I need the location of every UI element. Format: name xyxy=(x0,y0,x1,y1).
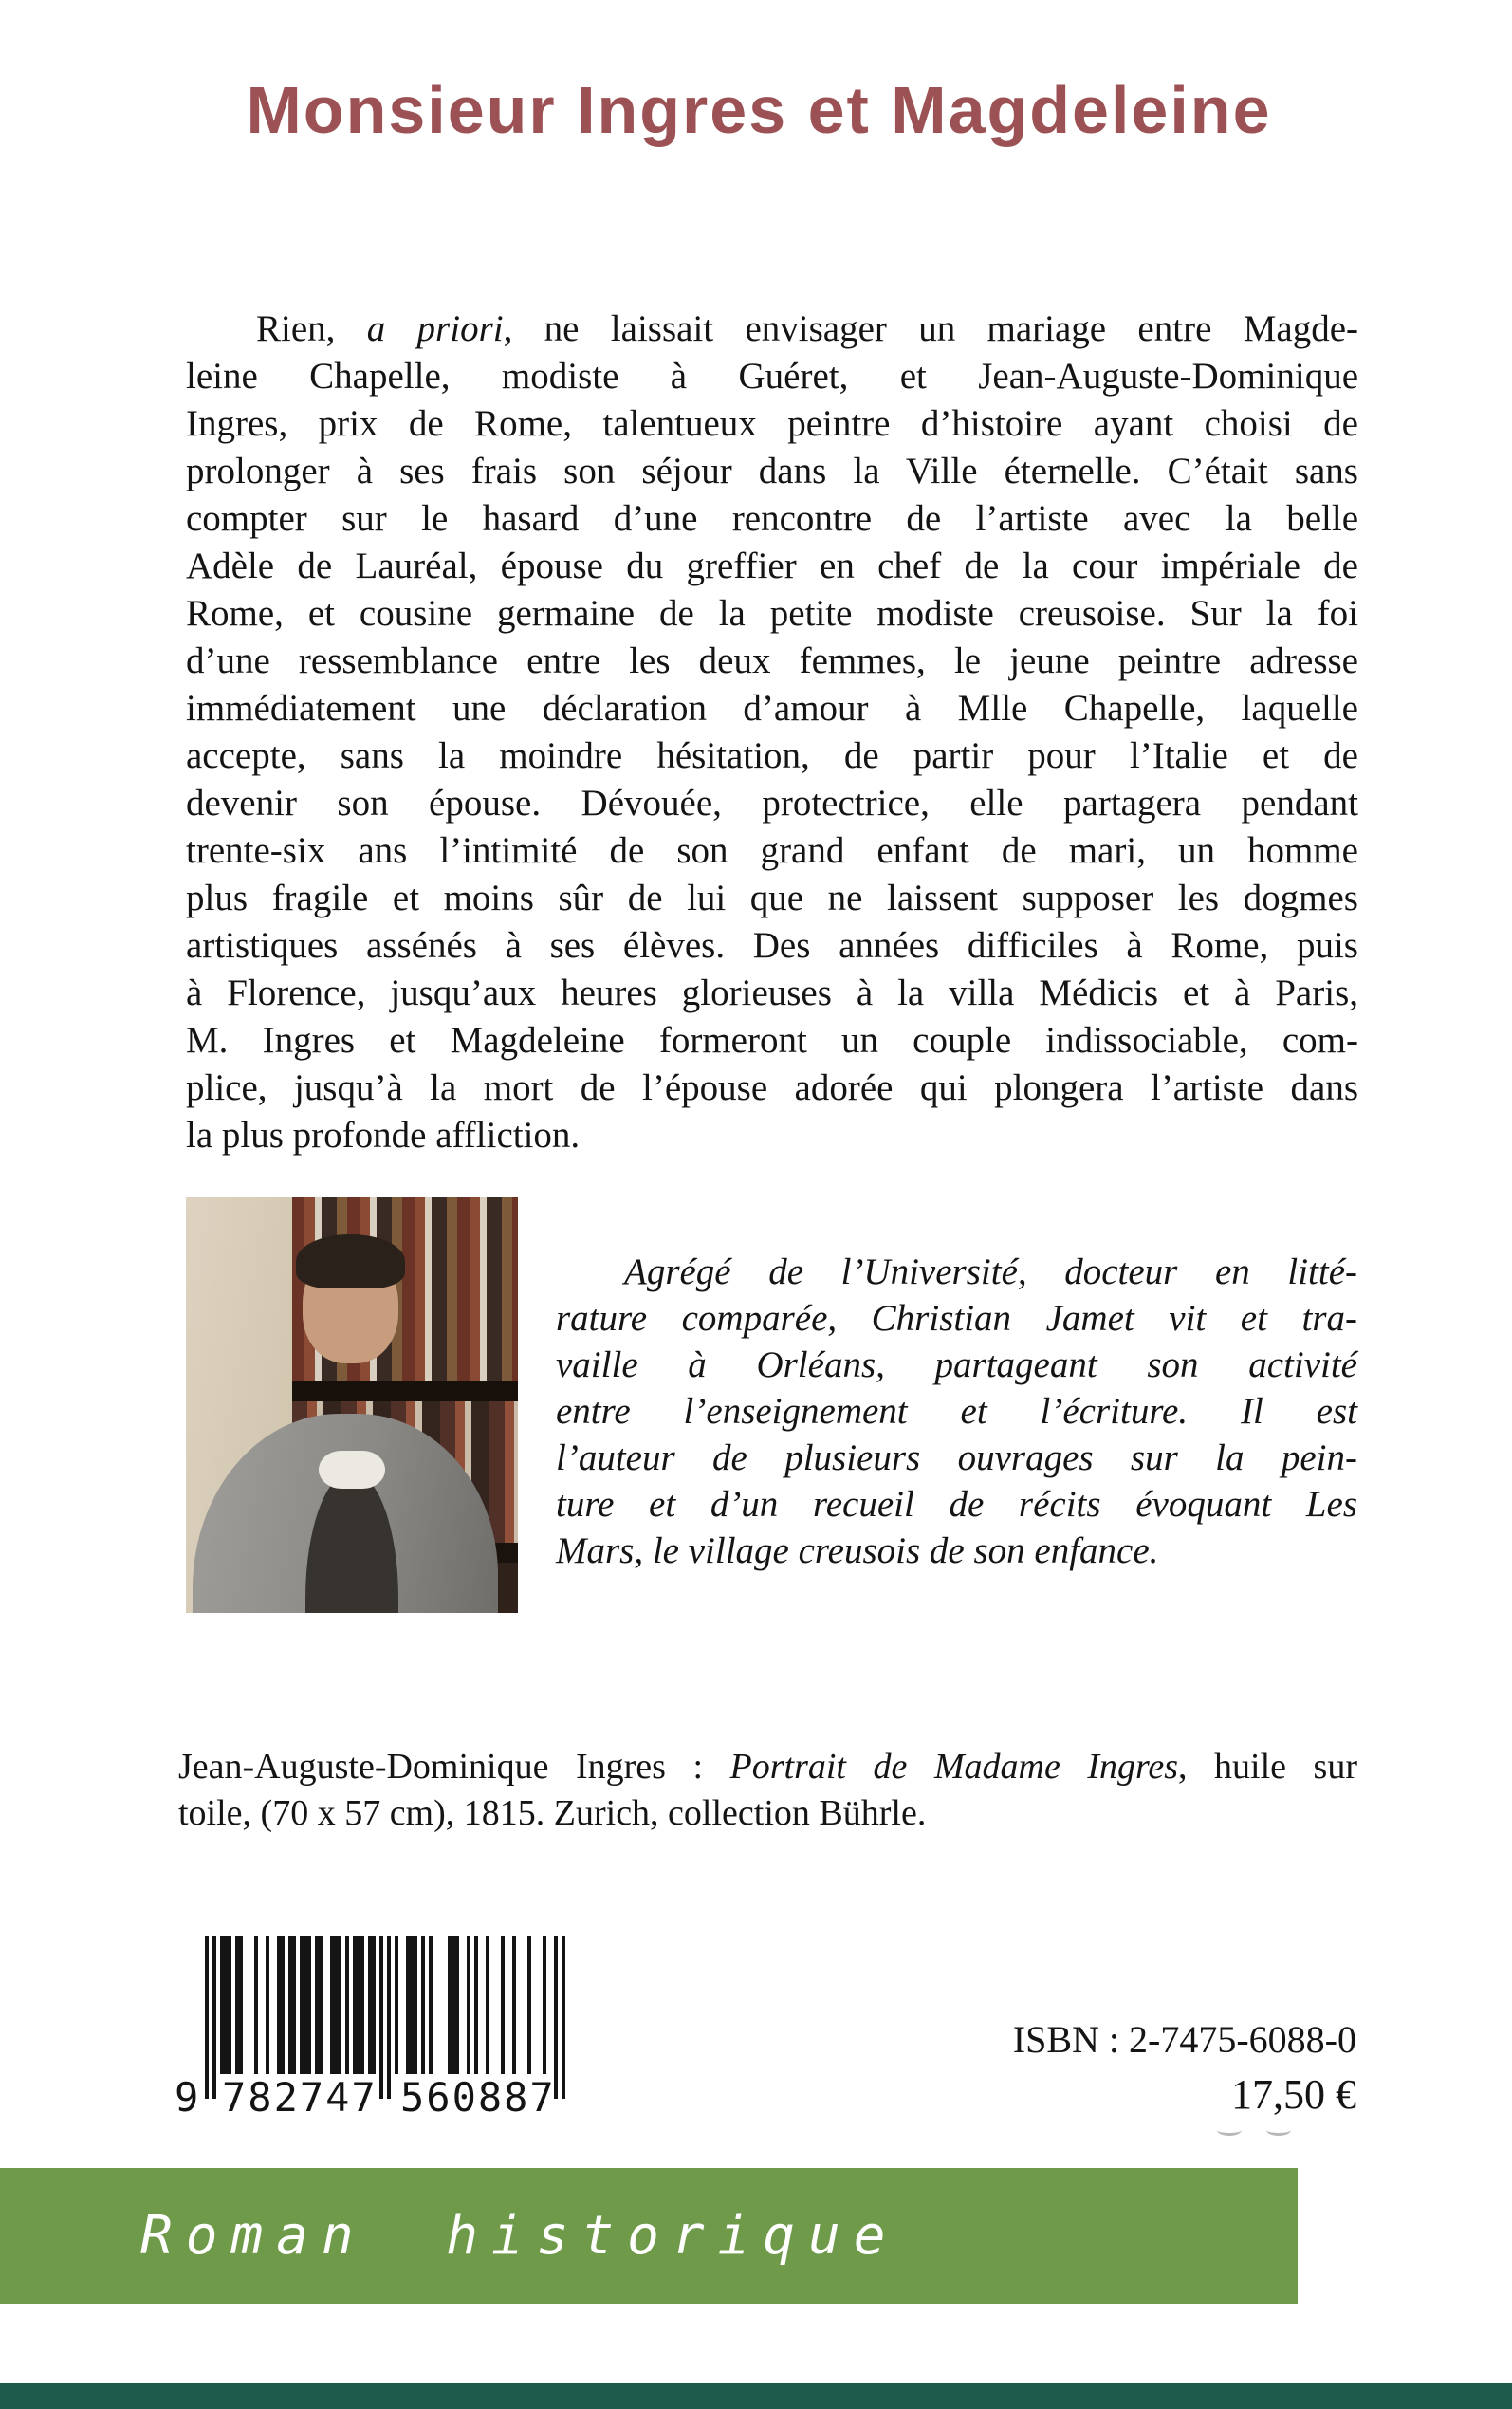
barcode-bar xyxy=(266,1936,269,2074)
barcode-bar xyxy=(205,1936,209,2099)
text-line: plus fragile et moins sûr de lui que ne laissent supposer les dogmes xyxy=(186,878,1358,918)
barcode-bar xyxy=(345,1936,349,2074)
text-line: plice, jusqu’à la mort de l’épouse adorée qui plongera l’artiste dans xyxy=(186,1067,1358,1108)
text-line: accepte, sans la moindre hésitation, de partir pour l’Italie et de xyxy=(186,735,1358,776)
barcode-bar xyxy=(486,1936,489,2074)
barcode-bar xyxy=(292,1936,296,2074)
text-line: ture et d’un recueil de récits évoquant Les xyxy=(556,1484,1357,1525)
barcode-bar xyxy=(455,1936,459,2074)
author-hair xyxy=(296,1234,406,1288)
text-line: la plus profonde affliction. xyxy=(186,1115,581,1156)
barcode-bar xyxy=(307,1936,311,2074)
barcode-bar xyxy=(395,1936,398,2074)
barcode-bar xyxy=(360,1936,364,2074)
barcode-bar xyxy=(543,1936,546,2074)
isbn-number: ISBN : 2-7475-6088-0 xyxy=(1012,2018,1356,2061)
synopsis-paragraph xyxy=(186,306,1358,1159)
barcode-bar xyxy=(372,1936,376,2074)
barcode-bar xyxy=(512,1936,516,2074)
barcode-bar xyxy=(239,1936,243,2074)
text-line: entre l’enseignement et l’écriture. Il est xyxy=(556,1391,1357,1432)
text-line: Agrégé de l’Université, docteur en litté- xyxy=(624,1251,1357,1292)
barcode-digit-group: 560887 xyxy=(400,2074,556,2121)
text-line: à Florence, jusqu’aux heures glorieuses à la villa Médicis et à Paris, xyxy=(186,973,1358,1013)
barcode-bar xyxy=(387,1936,391,2099)
price: 17,50 € xyxy=(1231,2071,1356,2118)
text-line: Jean-Auguste-Dominique Ingres : Portrait de Madame Ingres, huile sur xyxy=(178,1747,1357,1787)
text-line: l’auteur de plusieurs ouvrages sur la pein- xyxy=(556,1437,1357,1478)
book-title: Monsieur Ingres et Magdeleine xyxy=(246,73,1272,147)
text-line: Rien, a priori, ne laissait envisager un mariage entre Magde- xyxy=(256,308,1358,349)
author-photo xyxy=(186,1197,518,1613)
barcode-bar xyxy=(467,1936,470,2074)
text-line: artistiques assénés à ses élèves. Des années difficiles à Rome, puis xyxy=(186,925,1358,966)
barcode-bar xyxy=(562,1936,565,2099)
ean13-barcode xyxy=(175,1936,582,2125)
barcode-digit-group: 782747 xyxy=(222,2074,378,2121)
text-line: d’une ressemblance entre les deux femmes, le jeune peintre adresse xyxy=(186,640,1358,681)
barcode-bar xyxy=(254,1936,258,2074)
barcode-bar xyxy=(501,1936,505,2074)
author-bio-paragraph xyxy=(556,1249,1357,1574)
text-line: Ingres, prix de Rome, talentueux peintre d’histoire ayant choisi de xyxy=(186,403,1358,444)
collection-label: Roman historique xyxy=(140,2205,899,2267)
bottom-edge-strip xyxy=(0,2383,1512,2409)
barcode-bar xyxy=(319,1936,323,2074)
author-turtleneck-collar xyxy=(319,1451,385,1488)
barcode-bar xyxy=(379,1936,383,2099)
text-line: prolonger à ses frais son séjour dans la Ville éternelle. C’était sans xyxy=(186,451,1358,491)
text-line: rature comparée, Christian Jamet vit et tra- xyxy=(556,1298,1357,1339)
barcode-digit-group: 9 xyxy=(175,2074,201,2121)
barcode-bar xyxy=(421,1936,425,2074)
cover-painting-credit xyxy=(178,1744,1357,1837)
barcode-bar xyxy=(338,1936,341,2074)
text-line: Mars, le village creusois de son enfance. xyxy=(556,1530,1159,1571)
text-line: M. Ingres et Magdeleine formeront un couple indissociable, com- xyxy=(186,1020,1358,1061)
barcode-bar xyxy=(281,1936,285,2074)
barcode-bar xyxy=(474,1936,478,2074)
text-line: trente-six ans l’intimité de son grand enfant de mari, un homme xyxy=(186,830,1358,871)
barcode-bar xyxy=(429,1936,433,2074)
text-line: toile, (70 x 57 cm), 1815. Zurich, collection Bührle. xyxy=(178,1793,927,1833)
collection-band xyxy=(0,2168,1298,2304)
text-line: vaille à Orléans, partageant son activité xyxy=(556,1344,1357,1385)
barcode-bar xyxy=(527,1936,531,2074)
text-line: leine Chapelle, modiste à Guéret, et Jean-Auguste-Dominique xyxy=(186,356,1358,397)
text-line: immédiatement une déclaration d’amour à Mlle Chapelle, laquelle xyxy=(186,688,1358,729)
text-line: compter sur le hasard d’une rencontre de l’artiste avec la belle xyxy=(186,498,1358,539)
text-line: Rome, et cousine germaine de la petite modiste creusoise. Sur la foi xyxy=(186,593,1358,634)
barcode-bar xyxy=(228,1936,231,2074)
text-line: Adèle de Lauréal, épouse du greffier en chef de la cour impériale de xyxy=(186,546,1358,586)
faint-overprint-marks xyxy=(1217,2123,1359,2137)
barcode-bar xyxy=(414,1936,417,2074)
shelf-board xyxy=(292,1381,518,1401)
text-line: devenir son épouse. Dévouée, protectrice, elle partagera pendant xyxy=(186,783,1358,824)
barcode-bar xyxy=(212,1936,216,2099)
